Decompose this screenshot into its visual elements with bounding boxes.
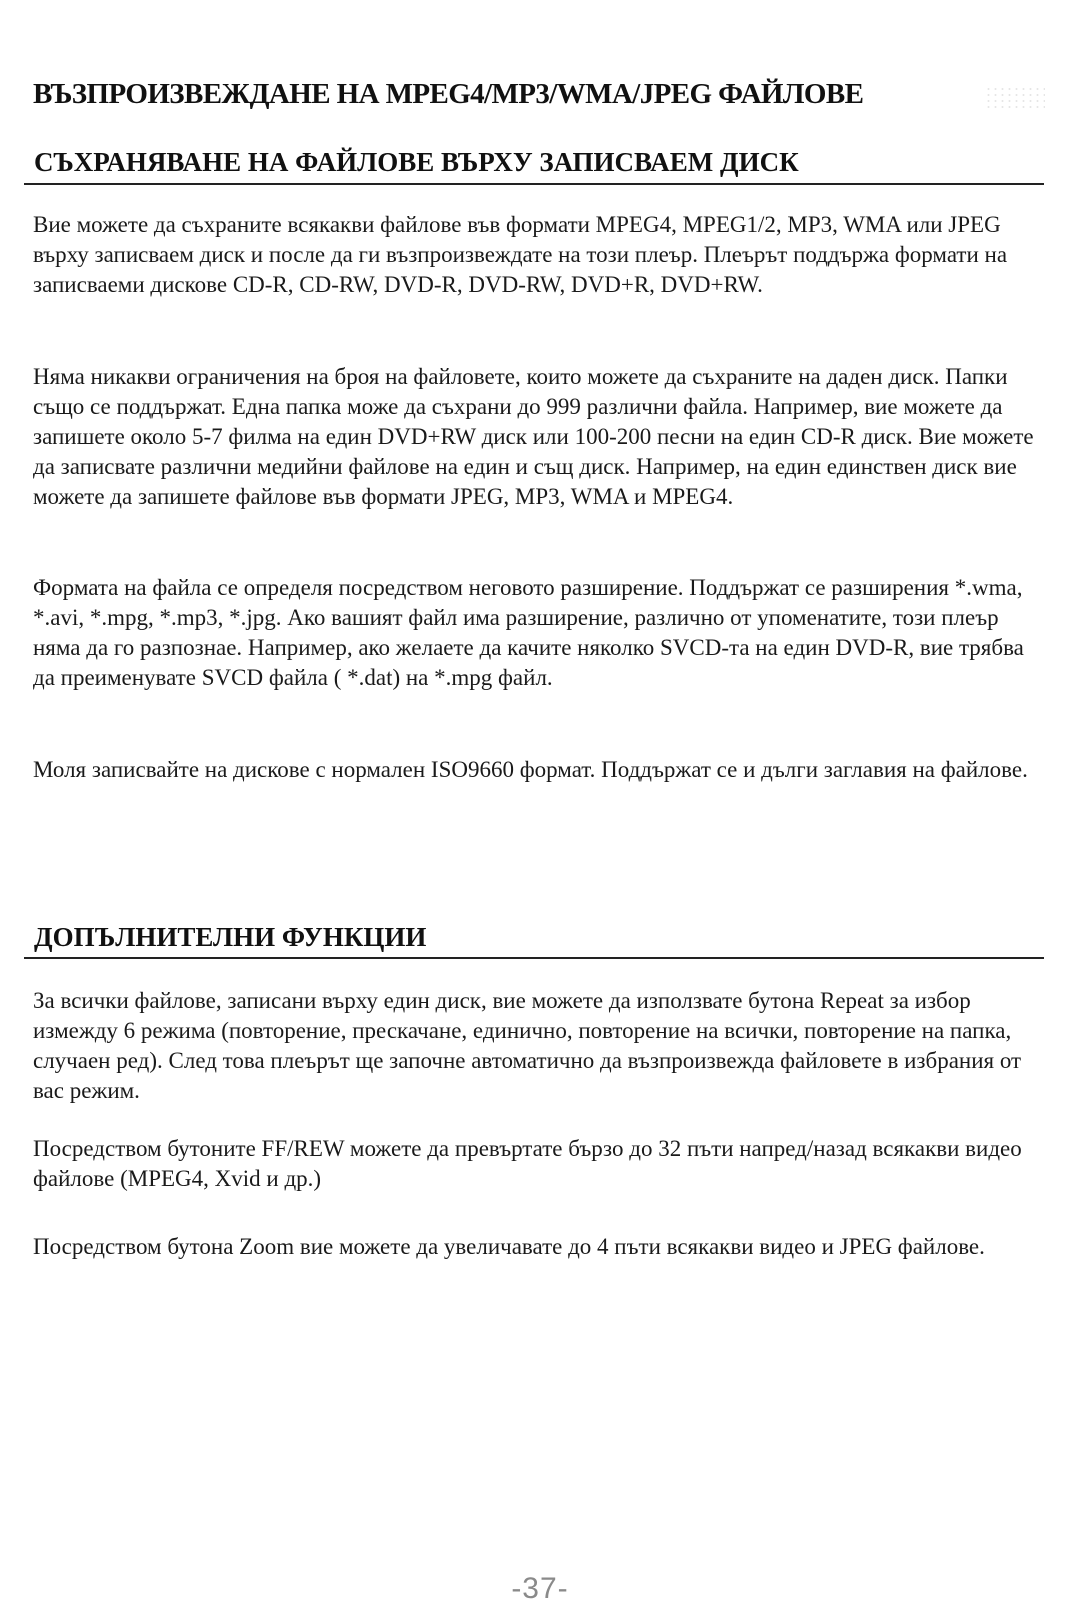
paragraph: За всички файлове, записани върху един диск, вие можете да използвате бутона Repeat за избор измежду 6 режима (повторение, прескачане, единично, повторение на всички, повторение на папка, случаен ред). След това плеърът ще започне автоматично да възпроизвежда файловете в избрания от вас режим. [33,988,1022,1103]
paragraph: Посредством бутона Zoom вие можете да увеличавате до 4 пъти всякакви видео и JPEG файлове. [33,1234,985,1259]
scan-noise [985,86,1045,112]
paragraph: Формата на файла се определя посредством неговото разширение. Поддържат се разширения *.wma, *.avi, *.mpg, *.mp3, *.jpg. Ако вашият файл има разширение, различно от упоменатите, този плеър няма да го разпознае. Например, ако желаете да качите няколко SVCD-та на един DVD-R, вие трябва да преименувате SVCD файла ( *.dat) на *.mpg файл. [33,575,1024,690]
page-number: -37- [511,1572,569,1605]
paragraph: Няма никакви ограничения на броя на файловете, които можете да съхраните на даден диск. Папки също се поддържат. Една папка може да съхрани до 999 различни файла. Например, вие можете да запишете около 5-7 филма на един DVD+RW диск или 100-200 песни на един CD-R диск. Вие можете да записвате различни медийни файлове на един и същ диск. Например, на един единствен диск вие можете да запишете файлове във формати JPEG, MP3, WMA и MPEG4. [33,364,1034,509]
paragraph: Посредством бутоните FF/REW можете да превъртате бързо до 32 пъти напред/назад всякакви видео файлове (MPEG4, Xvid и др.) [33,1136,1022,1191]
section-heading-storage: СЪХРАНЯВАНЕ НА ФАЙЛОВЕ ВЪРХУ ЗАПИСВАЕМ ДИСК [34,147,799,177]
paragraph: Вие можете да съхраните всякакви файлове във формати MPEG4, MPEG1/2, MP3, WMA или JPEG върху записваем диск и после да ги възпроизвеждате на този плеър. Плеърът поддържа формати на записваеми дискове CD-R, CD-RW, DVD-R, DVD-RW, DVD+R, DVD+RW. [33,212,1008,297]
section-heading-extra-functions: ДОПЪЛНИТЕЛНИ ФУНКЦИИ [34,922,427,952]
paragraph: Моля записвайте на дискове с нормален ISO9660 формат. Поддържат се и дълги заглавия на файлове. [33,757,1028,782]
page-title: ВЪЗПРОИЗВЕЖДАНЕ НА MPEG4/MP3/WMA/JPEG ФАЙЛОВЕ [33,78,864,110]
section-divider [24,183,1044,185]
section-divider [24,957,1044,959]
